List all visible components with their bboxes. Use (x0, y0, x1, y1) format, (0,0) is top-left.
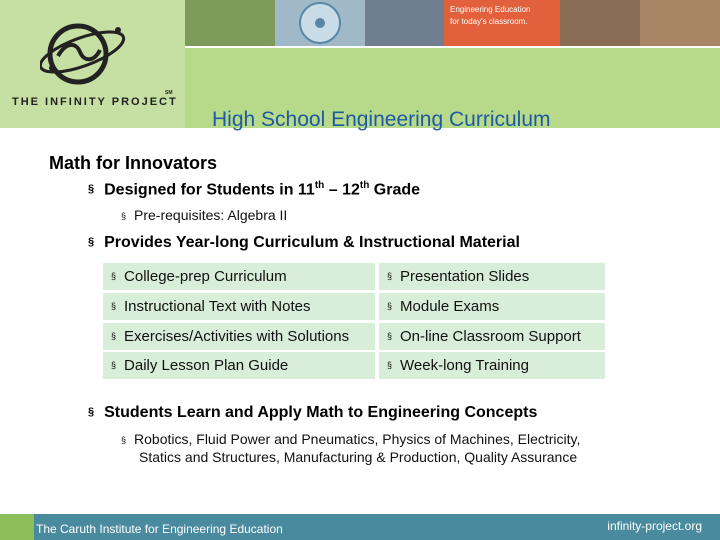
logo-wordmark: THE INFINITY PROJECT SM (12, 90, 178, 108)
table-cell: § Presentation Slides (379, 263, 605, 290)
cd-icon (275, 0, 365, 46)
table-cell: § College-prep Curriculum (103, 263, 375, 290)
bullet-icon: § (88, 183, 95, 196)
table-cell: § Week-long Training (379, 352, 605, 379)
bullet-icon: § (88, 236, 95, 248)
footer-institute: The Caruth Institute for Engineering Education (36, 522, 283, 536)
slide-title: High School Engineering Curriculum (212, 108, 551, 131)
bullet-curriculum: § Provides Year-long Curriculum & Instructional Material (88, 234, 520, 251)
photo-lab (365, 0, 444, 46)
table-cell: § Module Exams (379, 293, 605, 320)
bullet-icon: § (121, 435, 127, 445)
table-cell: § Instructional Text with Notes (103, 293, 375, 320)
bullet-icon: § (121, 211, 127, 221)
table-cell: § On-line Classroom Support (379, 323, 605, 350)
sub-bullet-topics: § Robotics, Fluid Power and Pneumatics, Physics of Machines, Electricity, (121, 431, 581, 447)
table-cell: § Exercises/Activities with Solutions (103, 323, 375, 350)
section-heading: Math for Innovators (49, 153, 218, 173)
sub-bullet-topics-cont: Statics and Structures, Manufacturing & Production, Quality Assurance (139, 449, 578, 465)
bullet-icon: § (88, 406, 95, 418)
photo-cd (275, 0, 365, 46)
header-divider (185, 46, 720, 48)
bullet-grade: § Designed for Students in 11th – 12th Grade (88, 180, 421, 199)
tagline: Engineering Education for today's classroom. (444, 0, 560, 46)
footer-accent (0, 514, 34, 540)
photo-classroom (640, 0, 720, 46)
sub-bullet-prereq: § Pre-requisites: Algebra II (121, 207, 288, 223)
infinity-logo-icon (40, 18, 130, 88)
photo-students (185, 0, 275, 46)
table-cell: § Daily Lesson Plan Guide (103, 352, 375, 379)
photo-teacher (560, 0, 640, 46)
footer-url[interactable]: infinity-project.org (607, 519, 702, 533)
bullet-concepts: § Students Learn and Apply Math to Engineering Concepts (88, 404, 538, 421)
